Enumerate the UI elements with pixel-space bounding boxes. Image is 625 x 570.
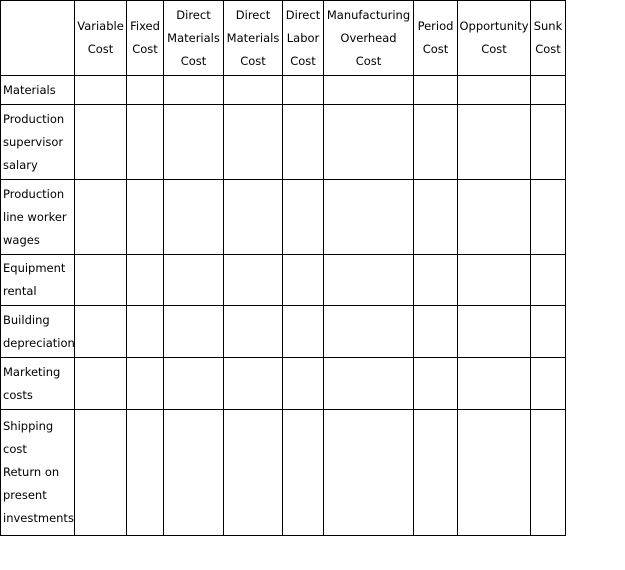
table-cell[interactable] xyxy=(458,105,531,180)
table-cell[interactable] xyxy=(75,105,127,180)
table-cell[interactable] xyxy=(127,358,164,410)
row-label-production-supervisor-salary: Production supervisor salary xyxy=(1,105,75,180)
table-cell[interactable] xyxy=(283,76,324,105)
table-cell[interactable] xyxy=(283,410,324,536)
table-cell[interactable] xyxy=(414,105,458,180)
table-cell[interactable] xyxy=(458,255,531,306)
table-row xyxy=(1,410,566,536)
table-cell[interactable] xyxy=(531,76,566,105)
table-cell[interactable] xyxy=(224,180,283,255)
table-cell[interactable] xyxy=(224,306,283,358)
table-cell[interactable] xyxy=(531,358,566,410)
table-cell[interactable] xyxy=(127,410,164,536)
column-header-fixed-cost: Fixed Cost xyxy=(127,1,164,76)
table-cell[interactable] xyxy=(531,255,566,306)
row-label-marketing-costs: Marketing costs xyxy=(1,358,75,410)
table-cell[interactable] xyxy=(127,180,164,255)
column-header-variable-cost: Variable Cost xyxy=(75,1,127,76)
table-cell[interactable] xyxy=(75,358,127,410)
table-row xyxy=(1,358,566,410)
table-cell[interactable] xyxy=(164,358,224,410)
table-row xyxy=(1,105,566,180)
table-cell[interactable] xyxy=(75,255,127,306)
table-cell[interactable] xyxy=(164,105,224,180)
table-cell[interactable] xyxy=(164,180,224,255)
table-cell[interactable] xyxy=(75,306,127,358)
table-cell[interactable] xyxy=(75,180,127,255)
table-cell[interactable] xyxy=(324,76,414,105)
table-cell[interactable] xyxy=(324,358,414,410)
table-cell[interactable] xyxy=(531,180,566,255)
row-label-equipment-rental: Equipment rental xyxy=(1,255,75,306)
table-row xyxy=(1,180,566,255)
table-cell[interactable] xyxy=(458,358,531,410)
table-cell[interactable] xyxy=(324,255,414,306)
column-header-period-cost: Period Cost xyxy=(414,1,458,76)
table-cell[interactable] xyxy=(224,255,283,306)
table-cell[interactable] xyxy=(283,105,324,180)
table-cell[interactable] xyxy=(414,358,458,410)
column-header-direct-materials-cost: Direct Materials Cost xyxy=(164,1,224,76)
row-label-production-line-worker-wages: Production line worker wages xyxy=(1,180,75,255)
table-cell[interactable] xyxy=(75,410,127,536)
row-label-building-depreciation: Building depreciation xyxy=(1,306,75,358)
table-cell[interactable] xyxy=(458,306,531,358)
table-cell[interactable] xyxy=(127,105,164,180)
table-cell[interactable] xyxy=(283,306,324,358)
column-header-opportunity-cost: Opportunity Cost xyxy=(458,1,531,76)
column-header-manufacturing-overhead-cost: Manufacturing Overhead Cost xyxy=(324,1,414,76)
table-row xyxy=(1,306,566,358)
column-header-direct-materials-cost-2: Direct Materials Cost xyxy=(224,1,283,76)
table-cell[interactable] xyxy=(224,358,283,410)
table-cell[interactable] xyxy=(414,180,458,255)
table-cell[interactable] xyxy=(164,306,224,358)
column-header-sunk-cost: Sunk Cost xyxy=(531,1,566,76)
table-cell[interactable] xyxy=(531,105,566,180)
table-cell[interactable] xyxy=(324,105,414,180)
table-cell[interactable] xyxy=(164,410,224,536)
row-label-materials: Materials xyxy=(1,76,75,105)
table-cell[interactable] xyxy=(324,306,414,358)
table-cell[interactable] xyxy=(283,255,324,306)
table-cell[interactable] xyxy=(164,255,224,306)
table-cell[interactable] xyxy=(75,76,127,105)
table-cell[interactable] xyxy=(224,410,283,536)
table-cell[interactable] xyxy=(458,410,531,536)
row-label-shipping-cost-return-on-present-investments: Shipping cost Return on present investments xyxy=(1,410,75,536)
table-cell[interactable] xyxy=(127,76,164,105)
header-row xyxy=(1,1,566,76)
table-cell[interactable] xyxy=(283,358,324,410)
table-row xyxy=(1,255,566,306)
table-cell[interactable] xyxy=(531,410,566,536)
table-cell[interactable] xyxy=(414,76,458,105)
column-header-direct-labor-cost: Direct Labor Cost xyxy=(283,1,324,76)
table-cell[interactable] xyxy=(414,410,458,536)
table-cell[interactable] xyxy=(324,410,414,536)
table-cell[interactable] xyxy=(414,255,458,306)
table-cell[interactable] xyxy=(458,76,531,105)
table-cell[interactable] xyxy=(224,76,283,105)
table-cell[interactable] xyxy=(531,306,566,358)
table-cell[interactable] xyxy=(283,180,324,255)
corner-cell xyxy=(1,1,75,76)
table-cell[interactable] xyxy=(414,306,458,358)
table-cell[interactable] xyxy=(164,76,224,105)
table-cell[interactable] xyxy=(324,180,414,255)
table-cell[interactable] xyxy=(458,180,531,255)
table-cell[interactable] xyxy=(224,105,283,180)
table-cell[interactable] xyxy=(127,306,164,358)
table-cell[interactable] xyxy=(127,255,164,306)
table-row xyxy=(1,76,566,105)
